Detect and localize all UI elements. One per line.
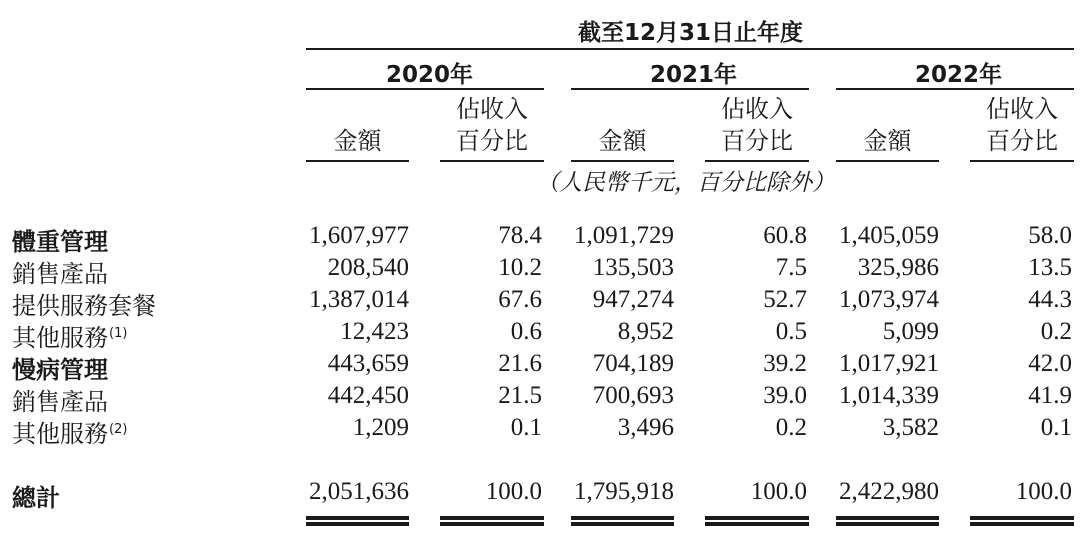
percent-cell: 41.9 bbox=[1028, 382, 1072, 409]
percent-cell: 42.0 bbox=[1028, 350, 1072, 377]
percent-cell: 100.0 bbox=[485, 478, 542, 505]
table-row bbox=[0, 414, 1080, 446]
year-header-2022: 2022年 bbox=[915, 62, 1003, 88]
percent-header-line2: 百分比 bbox=[986, 127, 1058, 155]
amount-cell: 1,387,014 bbox=[309, 286, 409, 313]
percent-cell: 39.0 bbox=[763, 382, 807, 409]
percent-cell: 44.3 bbox=[1028, 286, 1072, 313]
period-rule bbox=[306, 48, 1074, 50]
total-double-underline bbox=[970, 516, 1074, 526]
percent-cell: 0.6 bbox=[510, 318, 542, 345]
amount-cell: 700,693 bbox=[592, 382, 674, 409]
row-label bbox=[12, 318, 127, 353]
period-header: 截至12月31日止年度 bbox=[578, 20, 804, 46]
amount-header: 金額 bbox=[598, 127, 647, 155]
percent-header-line1: 佔收入 bbox=[721, 95, 793, 123]
percent-header-rule bbox=[440, 160, 544, 162]
table-row bbox=[0, 478, 1080, 510]
percent-header-line1: 佔收入 bbox=[456, 95, 528, 123]
amount-cell: 1,405,059 bbox=[839, 222, 939, 249]
percent-cell: 0.1 bbox=[1040, 414, 1072, 441]
percent-header-line2: 百分比 bbox=[456, 127, 528, 155]
total-double-underline bbox=[440, 516, 544, 526]
amount-cell: 1,607,977 bbox=[309, 222, 409, 249]
amount-header-rule bbox=[306, 160, 409, 162]
percent-cell: 0.2 bbox=[775, 414, 807, 441]
amount-cell: 1,209 bbox=[352, 414, 409, 441]
amount-cell: 1,795,918 bbox=[574, 478, 674, 505]
amount-cell: 1,014,339 bbox=[839, 382, 939, 409]
table-row bbox=[0, 286, 1080, 318]
amount-header: 金額 bbox=[863, 127, 912, 155]
table-row bbox=[0, 254, 1080, 286]
percent-header-line1: 佔收入 bbox=[986, 95, 1058, 123]
row-label-text: 銷售產品 bbox=[12, 388, 108, 416]
table-row bbox=[0, 222, 1080, 254]
percent-cell: 10.2 bbox=[498, 254, 542, 281]
row-label bbox=[12, 382, 108, 417]
amount-cell: 1,073,974 bbox=[839, 286, 939, 313]
percent-cell: 67.6 bbox=[498, 286, 542, 313]
percent-header-rule bbox=[970, 160, 1074, 162]
percent-cell: 78.4 bbox=[498, 222, 542, 249]
row-label bbox=[12, 478, 60, 513]
amount-cell: 2,051,636 bbox=[309, 478, 409, 505]
total-double-underline bbox=[836, 516, 939, 526]
row-label-text: 其他服務 bbox=[12, 324, 108, 352]
percent-cell: 7.5 bbox=[775, 254, 807, 281]
amount-cell: 3,582 bbox=[882, 414, 939, 441]
table-row bbox=[0, 350, 1080, 382]
amount-cell: 5,099 bbox=[882, 318, 939, 345]
year-rule-2022 bbox=[836, 88, 1074, 90]
percent-cell: 100.0 bbox=[1015, 478, 1072, 505]
amount-cell: 1,091,729 bbox=[574, 222, 674, 249]
amount-cell: 135,503 bbox=[592, 254, 674, 281]
year-header-2020: 2020年 bbox=[386, 62, 474, 88]
row-label-text: 總計 bbox=[12, 484, 60, 512]
percent-cell: 21.5 bbox=[498, 382, 542, 409]
amount-cell: 3,496 bbox=[617, 414, 674, 441]
row-label-text: 提供服務套餐 bbox=[12, 292, 156, 320]
row-label bbox=[12, 414, 127, 449]
row-label bbox=[12, 222, 108, 257]
percent-cell: 58.0 bbox=[1028, 222, 1072, 249]
amount-cell: 947,274 bbox=[592, 286, 674, 313]
percent-cell: 39.2 bbox=[763, 350, 807, 377]
amount-cell: 12,423 bbox=[340, 318, 409, 345]
row-label-text: 其他服務 bbox=[12, 420, 108, 448]
percent-cell: 13.5 bbox=[1028, 254, 1072, 281]
row-label-text: 體重管理 bbox=[12, 228, 108, 256]
amount-cell: 704,189 bbox=[592, 350, 674, 377]
total-double-underline bbox=[306, 516, 409, 526]
footnote-marker: (2) bbox=[109, 422, 128, 437]
amount-header-rule bbox=[836, 160, 939, 162]
amount-cell: 1,017,921 bbox=[839, 350, 939, 377]
percent-cell: 0.2 bbox=[1040, 318, 1072, 345]
percent-header-line2: 百分比 bbox=[721, 127, 793, 155]
amount-cell: 443,659 bbox=[327, 350, 409, 377]
percent-cell: 0.1 bbox=[510, 414, 542, 441]
row-label-text: 銷售產品 bbox=[12, 260, 108, 288]
row-label-text: 慢病管理 bbox=[12, 356, 108, 384]
amount-cell: 325,986 bbox=[857, 254, 939, 281]
amount-cell: 208,540 bbox=[327, 254, 409, 281]
year-header-2021: 2021年 bbox=[650, 62, 738, 88]
unit-note: （人民幣千元，百分比除外） bbox=[536, 170, 835, 196]
table-row bbox=[0, 382, 1080, 414]
percent-header-rule bbox=[705, 160, 809, 162]
table-row bbox=[0, 318, 1080, 350]
amount-cell: 2,422,980 bbox=[839, 478, 939, 505]
percent-cell: 21.6 bbox=[498, 350, 542, 377]
year-rule-2021 bbox=[571, 88, 809, 90]
amount-cell: 442,450 bbox=[327, 382, 409, 409]
row-label bbox=[12, 350, 108, 385]
percent-cell: 60.8 bbox=[763, 222, 807, 249]
total-double-underline bbox=[705, 516, 809, 526]
footnote-marker: (1) bbox=[109, 326, 128, 341]
year-rule-2020 bbox=[306, 88, 544, 90]
percent-cell: 52.7 bbox=[763, 286, 807, 313]
row-label bbox=[12, 286, 156, 321]
percent-cell: 100.0 bbox=[750, 478, 807, 505]
amount-cell: 8,952 bbox=[617, 318, 674, 345]
amount-header: 金額 bbox=[333, 127, 382, 155]
row-label bbox=[12, 254, 108, 289]
total-double-underline bbox=[571, 516, 674, 526]
amount-header-rule bbox=[571, 160, 674, 162]
percent-cell: 0.5 bbox=[775, 318, 807, 345]
